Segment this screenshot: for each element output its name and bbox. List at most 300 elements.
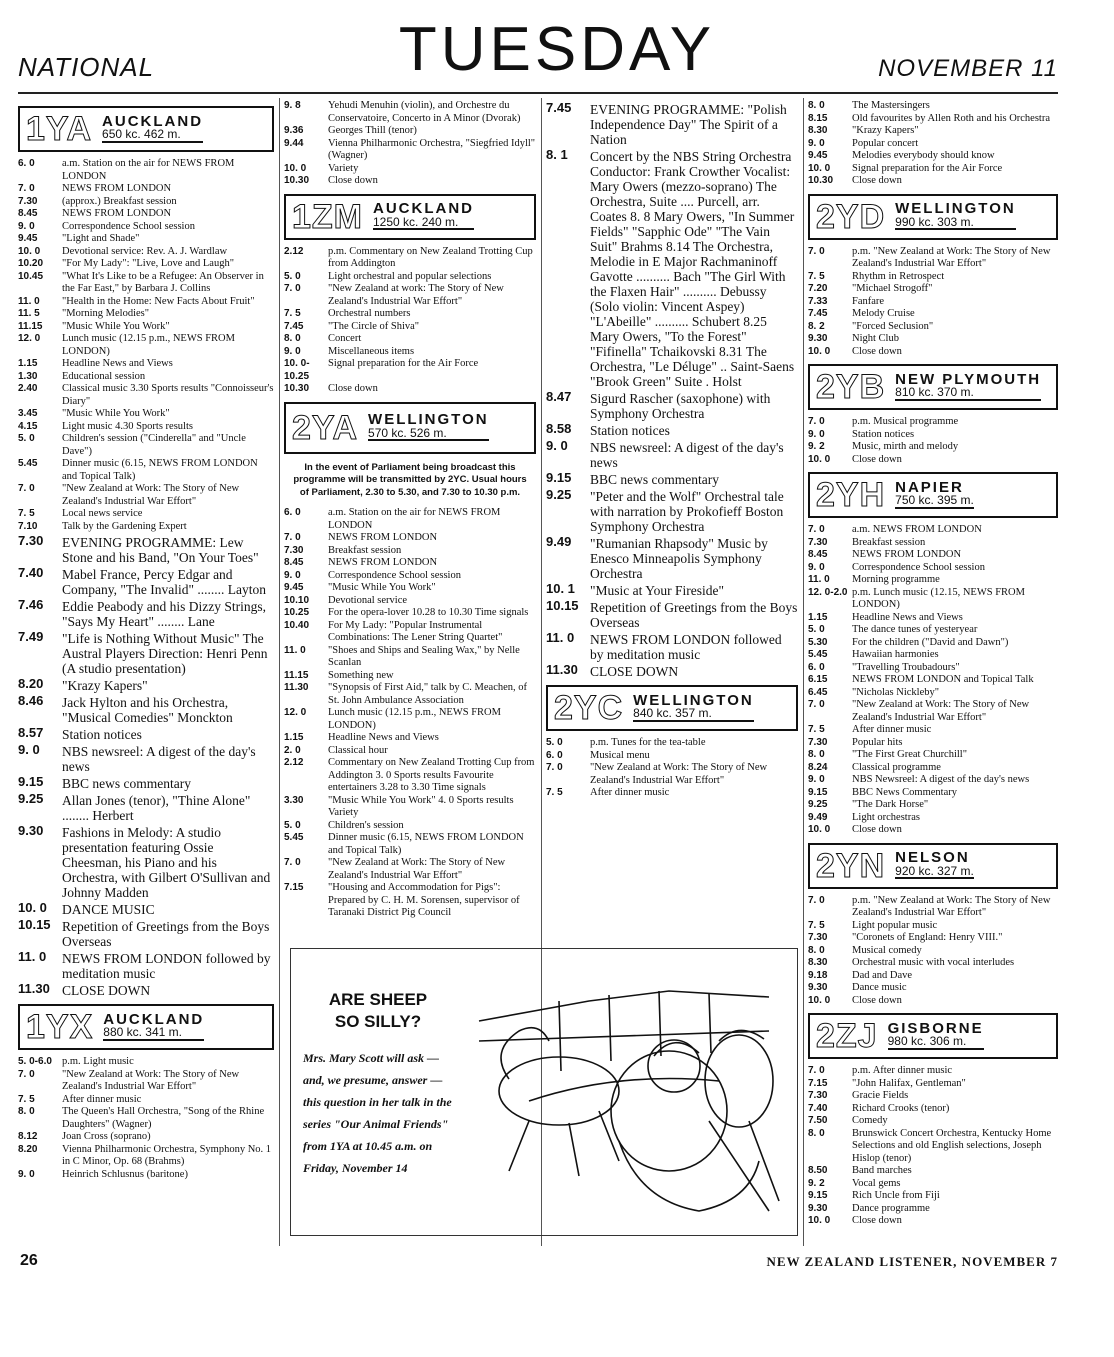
schedule-list (18, 1056, 274, 1181)
schedule-program: "Synopsis of First Aid," talk by C. Meachen, of St. John Ambulance Association (328, 682, 528, 706)
schedule-program: Musical comedy (852, 944, 922, 956)
promo-text (303, 989, 453, 1179)
schedule-time: 9. 2 (808, 1177, 825, 1189)
schedule-time: 10.15 (18, 917, 51, 932)
schedule-time: 7.45 (808, 308, 828, 319)
schedule-program: "New Zealand at Work: The Story of New Zealand's Industrial War Effort" (590, 762, 768, 786)
schedule-time: 6.45 (808, 686, 828, 698)
schedule-time: 8.50 (808, 1165, 828, 1176)
schedule-time: 9. 2 (808, 441, 825, 452)
schedule-time: 7.30 (808, 1090, 828, 1101)
schedule-time: 8. 0 (18, 1106, 35, 1117)
schedule-item (18, 383, 274, 408)
schedule-time: 7.30 (18, 195, 38, 207)
schedule-item (18, 678, 274, 693)
schedule-program: Talk by the Gardening Expert (62, 520, 187, 532)
schedule-time: 8.20 (18, 1143, 38, 1155)
schedule-program: Concert by the NBS String Orchestra Conductor: Frank Crowther Vocalist: Mary Owers (mezzo-soprano) The Orchestra, Suite .... Purcell, arr. Coates 8. 8 Mary Owers, "In Summer Fields" "Sapphic Ode" "The Vain Suit" Brahms 8.14 The Orchestra, Melodie in E Major Rachmaninoff Gavotte .......... Bach "The Girl With the Flaxen Hair" .......... Debussy (Solo violin: Vincent Aspey) "L'Abeille" .......... Schubert 8.25 Mary Owers, "To the Forest" "Fifinella" Tchaikovski 8.31 The Orchestra, "Le Déluge" .. Saint-Saens "Brook Green" Suite . Holst (590, 149, 795, 389)
schedule-list (18, 158, 274, 533)
schedule-time: 9.15 (546, 470, 572, 485)
schedule-item (18, 358, 274, 371)
schedule-program: After dinner music (590, 787, 670, 798)
schedule-time: 7. 5 (18, 508, 35, 519)
schedule-item (284, 246, 536, 271)
schedule-time: 7.46 (18, 597, 44, 612)
schedule-program: For My Lady: "Popular Instrumental Combinations: The Lener String Quartet" (328, 619, 503, 643)
schedule-time: 9.45 (284, 582, 304, 593)
schedule-program: Yehudi Menuhin (violin), and Orchestre du Conservatoire, Concerto in A Minor (Dvorak) (328, 100, 521, 124)
schedule-item (284, 857, 536, 882)
schedule-item (18, 508, 274, 521)
station-banner-2yd (808, 194, 1058, 240)
station-name: AUCKLAND (102, 112, 204, 130)
schedule-program: "New Zealand at Work: The Story of New Zealand's Industrial War Effort" (62, 1068, 240, 1092)
schedule-time: 8.24 (808, 761, 828, 773)
schedule-program: Old favourites by Allen Roth and his Orchestra (852, 112, 1051, 124)
schedule-program: NEWS FROM LONDON (328, 557, 438, 568)
schedule-time: 7. 0 (808, 894, 825, 906)
schedule-program: Dad and Dave (852, 969, 913, 981)
schedule-time: 11. 0 (284, 644, 306, 656)
schedule-item (284, 507, 536, 532)
schedule-item (284, 333, 536, 346)
schedule-item (808, 283, 1058, 296)
station-frequency: 980 kc. 306 m. (887, 1034, 967, 1048)
schedule-item (546, 750, 798, 763)
schedule-program: Richard Crooks (tenor) (852, 1102, 950, 1114)
schedule-program: "What It's Like to be a Refugee: An Observer in the Far East," by Barbara J. Collins (62, 270, 264, 294)
schedule-time: 5. 0 (284, 819, 301, 831)
schedule-item (18, 1094, 274, 1107)
schedule-program: "Shoes and Ships and Sealing Wax," by Nelle Scanlan (328, 644, 520, 668)
schedule-program: "Life is Nothing Without Music" The Austral Players Direction: Henri Penn (A studio presentation) (62, 631, 268, 676)
station-banner-1ya (18, 106, 274, 152)
schedule-item (18, 695, 274, 725)
schedule-item (546, 762, 798, 787)
schedule-list (546, 737, 798, 800)
schedule-program: Station notices (62, 727, 142, 742)
schedule-time: 7. 0 (284, 283, 301, 294)
schedule-program: p.m. Commentary on New Zealand Trotting Cup from Addington (328, 245, 533, 269)
schedule-time: 8.20 (18, 676, 44, 691)
schedule-item (546, 664, 798, 679)
schedule-item (284, 271, 536, 284)
schedule-time: 7.30 (808, 536, 828, 548)
schedule-time: 7.15 (808, 1077, 828, 1089)
schedule-time: 7. 0 (18, 483, 35, 494)
schedule-item (808, 982, 1058, 995)
schedule-time: 7.30 (808, 932, 828, 943)
schedule-time: 1.15 (284, 732, 304, 743)
schedule-item (18, 296, 274, 309)
schedule-time: 9. 0 (808, 137, 825, 149)
schedule-list (808, 246, 1058, 359)
schedule-program: p.m. After dinner music (852, 1065, 953, 1076)
schedule-program: CLOSE DOWN (62, 983, 151, 998)
schedule-program: "New Zealand at work: The Story of New Zealand's Industrial War Effort" (328, 283, 504, 307)
sheep-illustration (469, 961, 787, 1223)
schedule-item (18, 535, 274, 565)
station-banner-2ya (284, 402, 536, 454)
schedule-program: p.m. Musical programme (852, 416, 959, 427)
schedule-item (808, 787, 1058, 800)
station-name: WELLINGTON (895, 200, 1016, 217)
schedule-program: NEWS FROM LONDON (852, 549, 962, 560)
schedule-program: After dinner music (852, 724, 932, 735)
schedule-program: NBS Newsreel: A digest of the day's news (852, 774, 1030, 785)
schedule-item (808, 296, 1058, 309)
station-banner-2yb (808, 364, 1058, 410)
schedule-time: 9. 0 (284, 569, 301, 581)
header-rule (18, 92, 1058, 94)
schedule-program: p.m. "New Zealand at Work: The Story of New Zealand's Industrial War Effort" (852, 245, 1051, 269)
schedule-program: a.m. NEWS FROM LONDON (852, 524, 982, 535)
schedule-item (18, 902, 274, 917)
schedule-time: 10.30 (284, 383, 310, 394)
schedule-time: 9.30 (808, 333, 828, 344)
schedule-program: For the opera-lover 10.28 to 10.30 Time signals (328, 607, 529, 618)
page-title: TUESDAY (398, 15, 716, 84)
schedule-program: Dinner music (6.15, NEWS FROM LONDON and Topical Talk) (328, 832, 524, 856)
schedule-item (18, 308, 274, 321)
schedule-program: "For My Lady": "Live, Love and Laugh" (62, 258, 234, 269)
schedule-item (18, 221, 274, 234)
schedule-item (284, 545, 536, 558)
evening-schedule-list (546, 102, 798, 679)
schedule-time: 9.15 (808, 1190, 828, 1201)
schedule-program: "Michael Strogoff" (852, 283, 933, 294)
schedule-time: 8.46 (18, 693, 44, 708)
page-number: 26 (20, 1252, 38, 1269)
schedule-program: Vienna Philharmonic Orchestra, "Siegfried Idyll" (Wagner) (328, 137, 536, 161)
schedule-time: 9. 0 (808, 561, 825, 573)
schedule-item (18, 371, 274, 384)
schedule-time: 7. 0 (808, 1065, 825, 1076)
schedule-time: 7. 5 (808, 724, 825, 735)
station-call: 2ZJ (816, 1017, 878, 1055)
schedule-item (284, 645, 536, 670)
schedule-item (808, 271, 1058, 284)
schedule-program: Station notices (852, 428, 915, 440)
schedule-program: Repetition of Greetings from the Boys Overseas (62, 919, 270, 949)
schedule-time: 9.25 (18, 791, 44, 806)
schedule-program: Light orchestral and popular selections (328, 270, 492, 282)
schedule-item (18, 599, 274, 629)
schedule-program: "Krazy Kapers" (852, 125, 919, 136)
schedule-time: 7. 0 (18, 1068, 35, 1080)
schedule-time: 8. 2 (808, 320, 825, 332)
schedule-item (284, 125, 536, 138)
schedule-item (284, 383, 536, 396)
schedule-item (18, 744, 274, 774)
schedule-time: 5. 0 (284, 270, 301, 282)
schedule-time: 7. 0 (808, 699, 825, 710)
schedule-item (808, 1178, 1058, 1191)
schedule-program: Mabel France, Percy Edgar and Company, "The Invalid" ........ Layton (62, 567, 266, 597)
schedule-program: Headline News and Views (852, 611, 963, 623)
schedule-item (18, 1106, 274, 1131)
schedule-item (808, 1190, 1058, 1203)
schedule-program: Close down (852, 994, 902, 1006)
schedule-program: "The Dark Horse" (852, 799, 929, 810)
schedule-time: 10.40 (284, 619, 310, 631)
schedule-time: 11. 0 (18, 949, 47, 964)
schedule-program: Orchestral music with vocal interludes (852, 957, 1015, 968)
schedule-item (808, 970, 1058, 983)
schedule-item (808, 612, 1058, 625)
evening-schedule-list (18, 535, 274, 998)
schedule-program: Close down (328, 383, 378, 394)
schedule-item (808, 774, 1058, 787)
promo-box (290, 948, 798, 1236)
schedule-program: Classical programme (852, 761, 941, 773)
schedule-program: Close down (852, 345, 902, 357)
schedule-program: Educational session (62, 370, 146, 382)
station-name: WELLINGTON (633, 691, 754, 709)
schedule-program: Breakfast session (328, 544, 402, 556)
schedule-program: Melodies everybody should know (852, 150, 995, 161)
schedule-time: 11.30 (546, 662, 578, 677)
schedule-program: Signal preparation for the Air Force (328, 358, 479, 369)
schedule-item (808, 699, 1058, 724)
schedule-time: 10. 0 (18, 245, 41, 257)
schedule-program: Eddie Peabody and his Dizzy Strings, "Says My Heart" ........ Lane (62, 599, 266, 629)
schedule-time: 8. 0 (808, 749, 825, 760)
promo-body: Mrs. Mary Scott will ask — and, we presume, answer — this question in her talk in the series "Our Animal Friends" from 1YA at 10.45 a.m. on Friday, November 14 (303, 1051, 452, 1175)
schedule-program: (approx.) Breakfast session (62, 195, 177, 207)
schedule-item (808, 624, 1058, 637)
schedule-item (808, 662, 1058, 675)
schedule-item (808, 175, 1058, 188)
station-name: NELSON (895, 849, 970, 866)
schedule-program: The dance tunes of yesteryear (852, 624, 978, 635)
schedule-item (808, 957, 1058, 970)
schedule-item (808, 737, 1058, 750)
schedule-item (18, 158, 274, 183)
schedule-item (284, 795, 536, 820)
schedule-time: 10. 0 (808, 162, 831, 174)
schedule-time: 7.30 (18, 533, 44, 548)
schedule-program: "Music While You Work" 4. 0 Sports results Variety (328, 794, 514, 818)
column-divider (279, 98, 280, 1246)
schedule-item (808, 1065, 1058, 1078)
schedule-time: 11. 5 (18, 308, 40, 319)
schedule-list (284, 246, 536, 396)
schedule-item (808, 549, 1058, 562)
station-frequency: 880 kc. 341 m. (103, 1025, 182, 1039)
schedule-program: Morning programme (852, 574, 940, 585)
schedule-item (808, 920, 1058, 933)
schedule-program: Joan Cross (soprano) (62, 1131, 151, 1142)
schedule-time: 9. 0 (18, 220, 35, 232)
schedule-time: 9. 0 (18, 742, 40, 757)
schedule-program: "John Halifax, Gentleman" (852, 1077, 966, 1089)
schedule-time: 10.25 (284, 607, 310, 618)
schedule-time: 8. 1 (546, 147, 568, 162)
schedule-item (808, 574, 1058, 587)
schedule-program: "Forced Seclusion" (852, 320, 934, 332)
schedule-program: p.m. Light music (62, 1056, 134, 1067)
schedule-list (808, 895, 1058, 1008)
schedule-time: 5. 0 (808, 624, 825, 635)
schedule-program: Close down (852, 453, 902, 465)
schedule-time: 7. 0 (808, 524, 825, 535)
schedule-time: 5. 0 (546, 737, 563, 748)
schedule-time: 11.15 (284, 669, 309, 681)
schedule-item (808, 429, 1058, 442)
schedule-item (284, 607, 536, 620)
schedule-time: 9.30 (808, 1202, 828, 1214)
schedule-item (808, 637, 1058, 650)
schedule-program: a.m. Station on the air for NEWS FROM LONDON (62, 158, 235, 182)
station-banner-2yn (808, 843, 1058, 889)
station-call: 2YA (292, 408, 359, 447)
schedule-item (18, 1069, 274, 1094)
schedule-program: "Housing and Accommodation for Pigs": Prepared by C. H. M. Sorensen, supervisor of Taranaki District Pig Council (328, 882, 520, 918)
schedule-time: 2.12 (284, 245, 304, 257)
schedule-time: 2.12 (284, 757, 304, 768)
station-banner-1yx (18, 1004, 274, 1050)
schedule-item (808, 537, 1058, 550)
parliament-notice: In the event of Parliament being broadcast this programme will be transmitted by 2YC. Usual hours of Parliament, 2.30 to 5.30, and 7.30 to 10.30 p.m. (293, 461, 527, 498)
station-name: AUCKLAND (373, 200, 474, 217)
schedule-time: 3.30 (284, 794, 304, 806)
promo-title-line-1: ARE SHEEP (328, 990, 428, 1009)
schedule-item (18, 246, 274, 259)
schedule-time: 1.15 (18, 358, 38, 369)
schedule-time: 7. 0 (808, 245, 825, 257)
schedule-item (284, 820, 536, 833)
schedule-time: 6. 0 (546, 749, 563, 761)
schedule-program: Variety (328, 162, 359, 174)
schedule-time: 6. 0 (18, 158, 35, 169)
schedule-item (18, 321, 274, 334)
schedule-time: 9.45 (18, 233, 38, 244)
schedule-program: Correspondence School session (62, 220, 195, 232)
schedule-program: Repetition of Greetings from the Boys Overseas (590, 600, 798, 630)
station-banner-2yh (808, 472, 1058, 518)
schedule-program: Georges Thill (tenor) (328, 125, 417, 136)
schedule-time: 8.15 (808, 112, 828, 124)
schedule-time: 11. 0 (546, 630, 575, 645)
schedule-item (546, 149, 798, 389)
schedule-time: 4.15 (18, 420, 38, 432)
schedule-program: "Morning Melodies" (62, 308, 150, 319)
schedule-item (18, 483, 274, 508)
schedule-item (284, 832, 536, 857)
schedule-item (546, 472, 798, 487)
schedule-list (284, 100, 536, 188)
schedule-program: NBS newsreel: A digest of the day's news (62, 744, 256, 774)
schedule-program: Dinner music (6.15, NEWS FROM LONDON and Topical Talk) (62, 458, 258, 482)
schedule-program: EVENING PROGRAMME: "Polish Independence Day" The Spirit of a Nation (590, 102, 787, 147)
schedule-program: p.m. Lunch music (12.15, NEWS FROM LONDON) (852, 586, 1025, 610)
schedule-time: 1.30 (18, 370, 38, 382)
schedule-program: Headline News and Views (328, 732, 439, 743)
column-2 (284, 100, 536, 940)
schedule-program: Station notices (590, 423, 670, 438)
schedule-time: 8. 0 (808, 1127, 825, 1139)
schedule-item (18, 196, 274, 209)
station-frequency: 990 kc. 303 m. (895, 214, 974, 229)
schedule-program: "Peter and the Wolf" Orchestral tale with narration by Prokofieff Boston Symphony Orchestra (590, 489, 784, 534)
schedule-item (284, 732, 536, 745)
schedule-item (284, 308, 536, 321)
schedule-item (18, 1056, 274, 1069)
schedule-time: 5.45 (284, 832, 304, 843)
schedule-item (546, 536, 798, 581)
schedule-time: 7.45 (284, 320, 304, 332)
schedule-program: "Health in the Home: New Facts About Fruit" (62, 295, 255, 307)
schedule-time: 8.58 (546, 421, 572, 436)
schedule-item (808, 333, 1058, 346)
station-banner-2yc (546, 685, 798, 731)
schedule-item (284, 138, 536, 163)
schedule-program: NEWS FROM LONDON followed by meditation music (590, 632, 782, 662)
schedule-item (284, 346, 536, 359)
schedule-program: p.m. Tunes for the tea-table (590, 737, 706, 748)
schedule-time: 2. 0 (284, 744, 301, 756)
schedule-program: The Queen's Hall Orchestra, "Song of the Rhine Daughters" (Wagner) (62, 1106, 265, 1130)
schedule-item (18, 333, 274, 358)
schedule-item (808, 562, 1058, 575)
schedule-program: BBC News Commentary (852, 786, 957, 798)
schedule-item (18, 258, 274, 271)
schedule-program: Allan Jones (tenor), "Thine Alone" ........ Herbert (62, 793, 251, 823)
schedule-item (808, 100, 1058, 113)
publication-line: NEW ZEALAND LISTENER, NOVEMBER 7 (766, 1254, 1058, 1269)
schedule-program: CLOSE DOWN (590, 664, 679, 679)
schedule-time: 8.47 (546, 389, 572, 404)
schedule-time: 10. 0-10.25 (284, 358, 310, 382)
schedule-time: 9.49 (808, 811, 828, 823)
schedule-time: 7.40 (808, 1102, 828, 1114)
station-frequency: 650 kc. 462 m. (102, 127, 181, 141)
schedule-item (284, 745, 536, 758)
schedule-program: Commentary on New Zealand Trotting Cup from Addington 3. 0 Sports results Favourite entertainers 3.28 to 3.30 Time signals (328, 757, 535, 793)
schedule-time: 7. 5 (808, 919, 825, 931)
schedule-time: 8. 0 (808, 944, 825, 956)
schedule-program: DANCE MUSIC (62, 902, 155, 917)
schedule-program: Devotional service: Rev. A. J. Wardlaw (62, 245, 228, 257)
schedule-item (284, 670, 536, 683)
schedule-time: 7.30 (284, 544, 304, 556)
station-name: GISBORNE (887, 1019, 984, 1037)
schedule-time: 6. 0 (284, 507, 301, 518)
schedule-time: 5. 0 (18, 433, 35, 444)
schedule-item (808, 945, 1058, 958)
schedule-list (808, 416, 1058, 466)
schedule-time: 10.30 (808, 175, 834, 186)
schedule-program: "Rumanian Rhapsody" Music by Enesco Minneapolis Symphony Orchestra (590, 536, 768, 581)
schedule-item (808, 799, 1058, 812)
schedule-item (808, 762, 1058, 775)
schedule-time: 10. 0 (808, 994, 831, 1006)
schedule-program: Sigurd Rascher (saxophone) with Symphony Orchestra (590, 391, 771, 421)
schedule-time: 9.25 (808, 799, 828, 810)
schedule-program: p.m. "New Zealand at Work: The Story of New Zealand's Industrial War Effort" (852, 894, 1051, 918)
station-name: WELLINGTON (368, 411, 489, 428)
schedule-list (808, 524, 1058, 837)
schedule-time: 10.45 (18, 270, 44, 282)
schedule-program: Melody Cruise (852, 308, 915, 319)
schedule-program: Signal preparation for the Air Force (852, 162, 1003, 174)
schedule-time: 12. 0 (284, 707, 307, 718)
schedule-item (808, 1203, 1058, 1216)
schedule-time: 5.45 (18, 458, 38, 469)
schedule-time: 7.15 (284, 882, 304, 893)
schedule-item (18, 183, 274, 196)
